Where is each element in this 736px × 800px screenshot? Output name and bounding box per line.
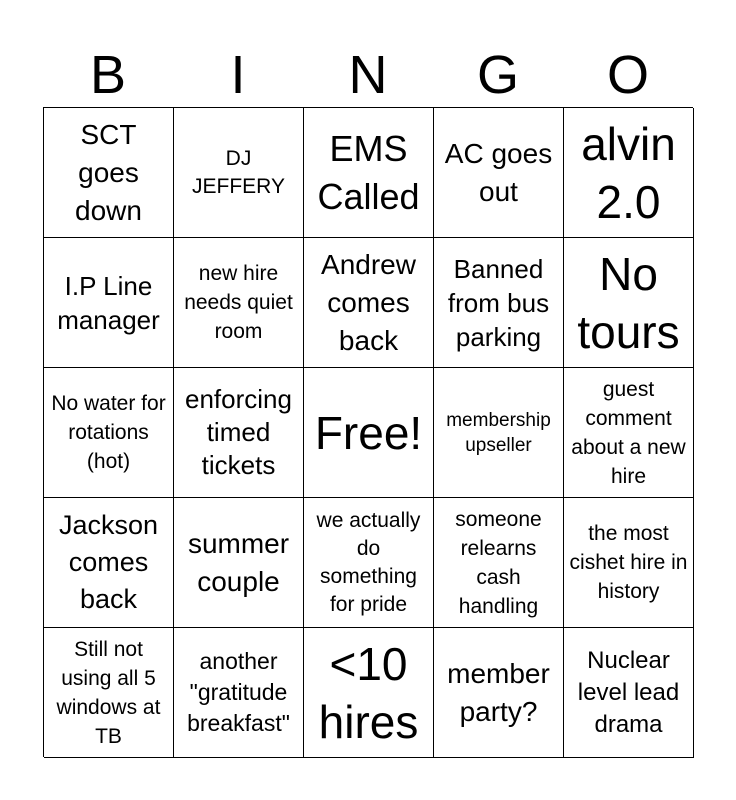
cell-text: Still not using all 5 windows at TB [56,637,161,748]
cell-text: Jackson comes back [58,510,159,614]
cell-text: another "gratitude breakfast" [187,648,290,736]
bingo-cell[interactable] [44,368,174,498]
cell-text: someone relearns cash handling [455,507,542,618]
bingo-cell[interactable] [174,628,304,758]
bingo-cell[interactable] [434,238,564,368]
bingo-cell[interactable] [44,628,174,758]
cell-text: No tours [577,247,680,358]
bingo-cell[interactable] [434,368,564,498]
free-space-cell[interactable] [304,368,434,498]
bingo-cell[interactable] [564,498,694,628]
cell-text: Andrew comes back [321,248,416,356]
cell-text: membership upseller [446,409,551,456]
cell-text: we actually do something for pride [316,508,421,616]
bingo-cell[interactable] [434,628,564,758]
bingo-cell[interactable] [44,108,174,238]
bingo-cell[interactable] [564,238,694,368]
bingo-cell[interactable] [44,498,174,628]
cell-text: <10 hires [318,637,419,748]
bingo-cell[interactable] [304,628,434,758]
cell-text: No water for rotations (hot) [51,392,166,473]
cell-text: SCT goes down [75,118,142,226]
bingo-cell[interactable] [434,498,564,628]
bingo-cell[interactable] [174,368,304,498]
cell-text: member party? [447,657,550,727]
header-letter-n: N [348,45,388,105]
header-letter-b: B [89,45,127,105]
cell-text: new hire needs quiet room [184,262,293,343]
cell-text: enforcing timed tickets [185,384,292,480]
header-letter-g: G [476,45,519,105]
cell-text: Nuclear level lead drama [577,646,680,738]
bingo-cell[interactable] [44,238,174,368]
bingo-cell[interactable] [564,628,694,758]
cell-text: alvin 2.0 [581,117,676,228]
bingo-cell[interactable] [434,108,564,238]
cell-text: EMS Called [317,127,420,217]
cell-text: AC goes out [444,137,553,207]
bingo-cell[interactable] [564,108,694,238]
bingo-header [43,44,693,106]
bingo-cell[interactable] [174,108,304,238]
bingo-cell[interactable] [304,108,434,238]
bingo-cell[interactable] [174,238,304,368]
bingo-cell[interactable] [174,498,304,628]
bingo-cell[interactable] [304,498,434,628]
cell-text: DJ JEFFERY [192,146,285,198]
cell-text: summer couple [187,527,290,597]
header-letter-i: I [230,45,246,105]
header-letter-o: O [606,45,649,105]
bingo-cell[interactable] [304,238,434,368]
cell-text: Banned from bus parking [447,253,550,352]
cell-text: the most cishet hire in history [569,522,688,603]
cell-text: guest comment about a new hire [571,377,686,488]
bingo-grid [43,107,693,757]
cell-text: I.P Line manager [57,270,160,335]
bingo-cell[interactable] [564,368,694,498]
free-space-text: Free! [314,406,423,459]
